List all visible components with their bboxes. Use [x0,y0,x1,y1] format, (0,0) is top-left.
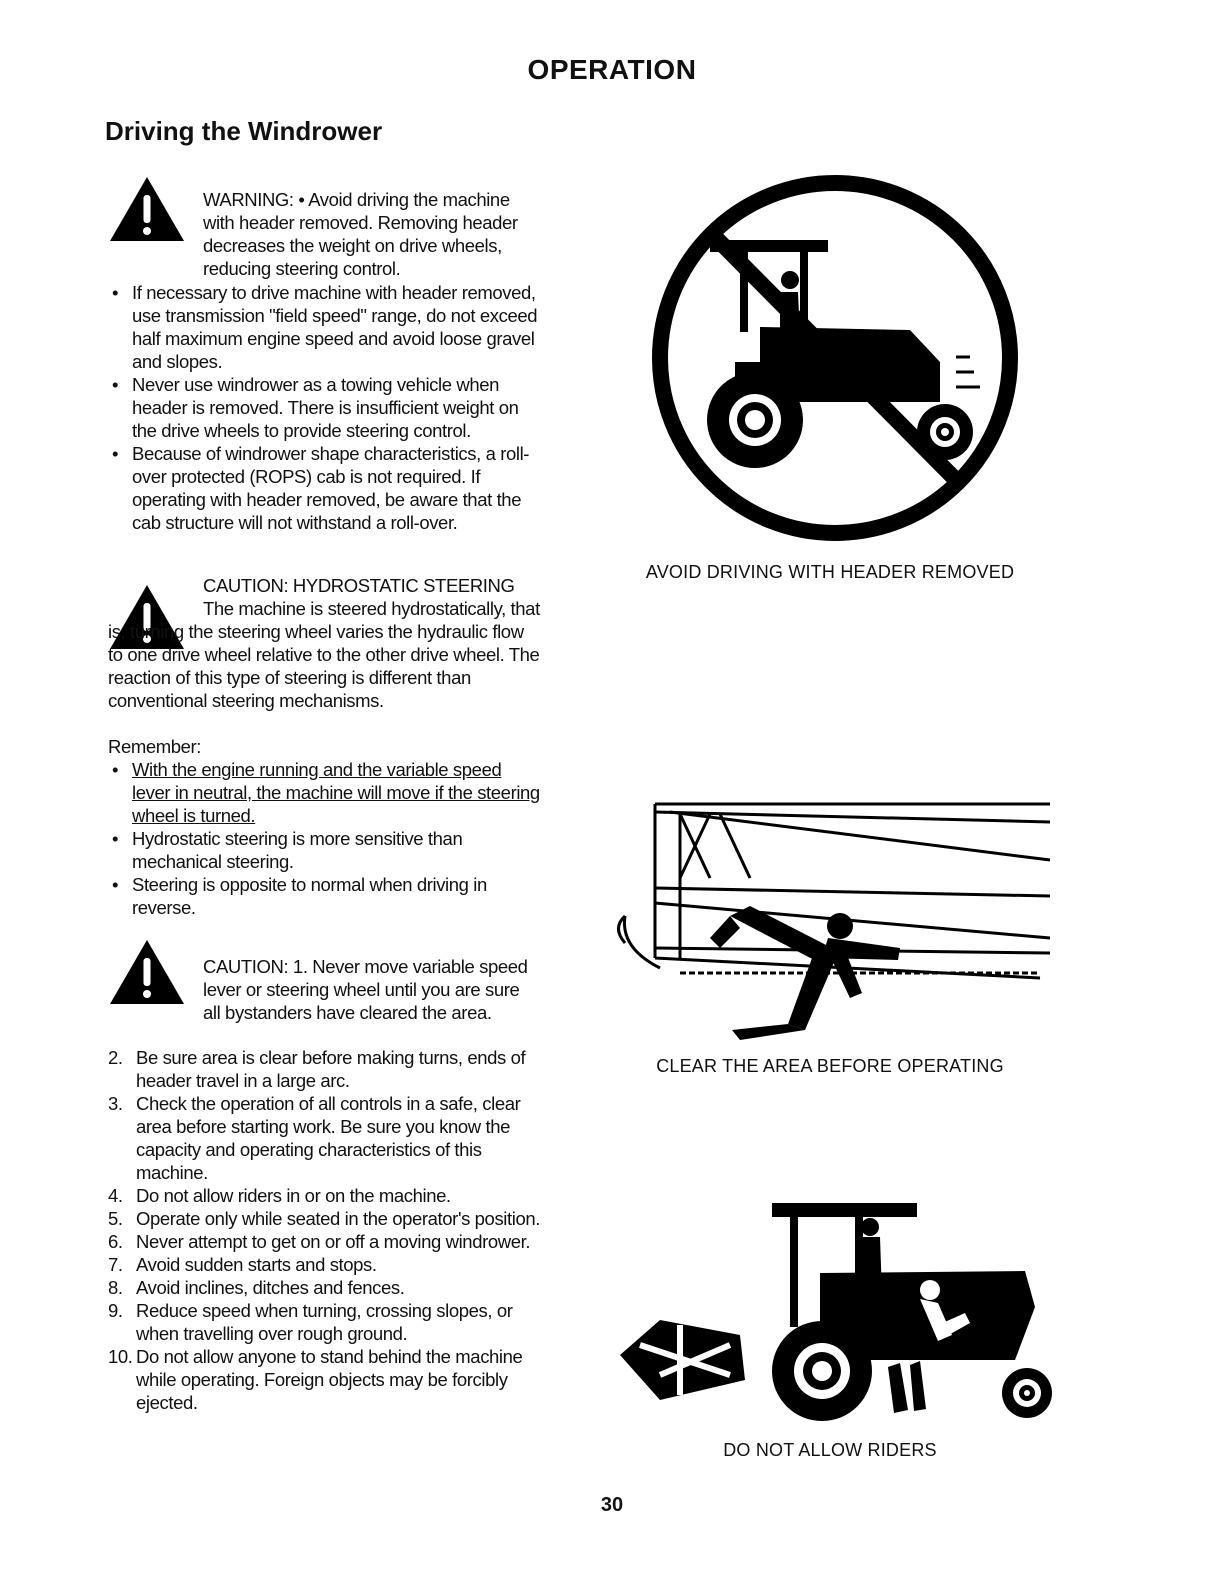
step-number: 5. [108,1208,123,1229]
list-item [108,1276,541,1299]
step-number: 8. [108,1277,123,1298]
step-number: 6. [108,1231,123,1252]
list-item [108,1253,541,1276]
figure-caption: DO NOT ALLOW RIDERS [723,1440,937,1460]
step-number: 4. [108,1185,123,1206]
warning-text: WARNING: • Avoid driving the machine with header removed. Removing header decreases the weight on drive wheels, reducing steering control. [203,189,518,279]
list-item [108,1184,541,1207]
list-item [108,1230,541,1253]
step-text: Never attempt to get on or off a moving windrower. [136,1231,531,1252]
no-header-tractor-illustration [640,162,1030,558]
step-number: 9. [108,1300,123,1321]
step-number: 2. [108,1047,123,1068]
caution-steps-list [108,1046,541,1414]
step-number: 7. [108,1254,123,1275]
caution-text: CAUTION: 1. Never move variable speed lever or steering wheel until you are sure all bystanders have cleared the area. [203,956,528,1023]
list-item [108,1345,541,1414]
list-item [108,1046,541,1092]
list-item [108,1092,541,1184]
remember-label: Remember: [108,736,202,757]
section-title: Driving the Windrower [105,116,383,146]
step-text: Do not allow riders in or on the machine. [136,1185,451,1206]
list-item: • With the engine running and the variable speed lever in neutral, the machine will move if the steering wheel is turned. [108,758,541,827]
step-text: Reduce speed when turning, crossing slopes, or when travelling over rough ground. [136,1300,513,1344]
caution-bullet-list [108,758,541,919]
step-text: Avoid sudden starts and stops. [136,1254,377,1275]
page-header: OPERATION [527,54,697,85]
caution-heading: CAUTION: HYDROSTATIC STEERING [203,575,515,596]
warning-triangle-icon [108,175,186,243]
list-item: • Hydrostatic steering is more sensitive than mechanical steering. [108,827,541,873]
list-item: • If necessary to drive machine with header removed, use transmission "field speed" range, do not exceed half maximum engine speed and avoid loose gravel and slopes. [108,281,541,373]
list-item [108,1299,541,1345]
step-text: Be sure area is clear before making turns, ends of header travel in a large arc. [136,1047,526,1091]
clear-area-header-illustration [600,798,1060,1046]
step-number: 3. [108,1093,123,1114]
list-item: • Steering is opposite to normal when driving in reverse. [108,873,541,919]
step-text: Operate only while seated in the operator's position. [136,1208,540,1229]
step-text: Avoid inclines, ditches and fences. [136,1277,405,1298]
no-riders-tractor-illustration [620,1195,1060,1435]
step-text: Do not allow anyone to stand behind the machine while operating. Foreign objects may be forcibly ejected. [136,1346,523,1413]
warning-bullet-list [108,281,541,534]
step-text: Check the operation of all controls in a safe, clear area before starting work. Be sure you know the capacity and operating characteristics of this machine. [136,1093,521,1183]
figure-caption: CLEAR THE AREA BEFORE OPERATING [656,1056,1004,1076]
list-item: • Because of windrower shape characteristics, a roll-over protected (ROPS) cab is not required. If operating with header removed, be aware that the cab structure will not withstand a roll-over. [108,442,541,534]
figure-caption: AVOID DRIVING WITH HEADER REMOVED [645,562,1015,582]
list-item: • Never use windrower as a towing vehicle when header is removed. There is insufficient weight on the drive wheels to provide steering control. [108,373,541,442]
page-number: 30 [600,1494,624,1516]
caution-text: The machine is steered hydrostatically, that is, turning the steering wheel varies the hydraulic flow to one drive wheel relative to the other drive wheel. The reaction of this type of steering is different than conventional steering mechanisms. [108,598,540,711]
caution-triangle-icon [108,938,186,1006]
list-item [108,1207,541,1230]
step-number: 10. [108,1346,133,1367]
